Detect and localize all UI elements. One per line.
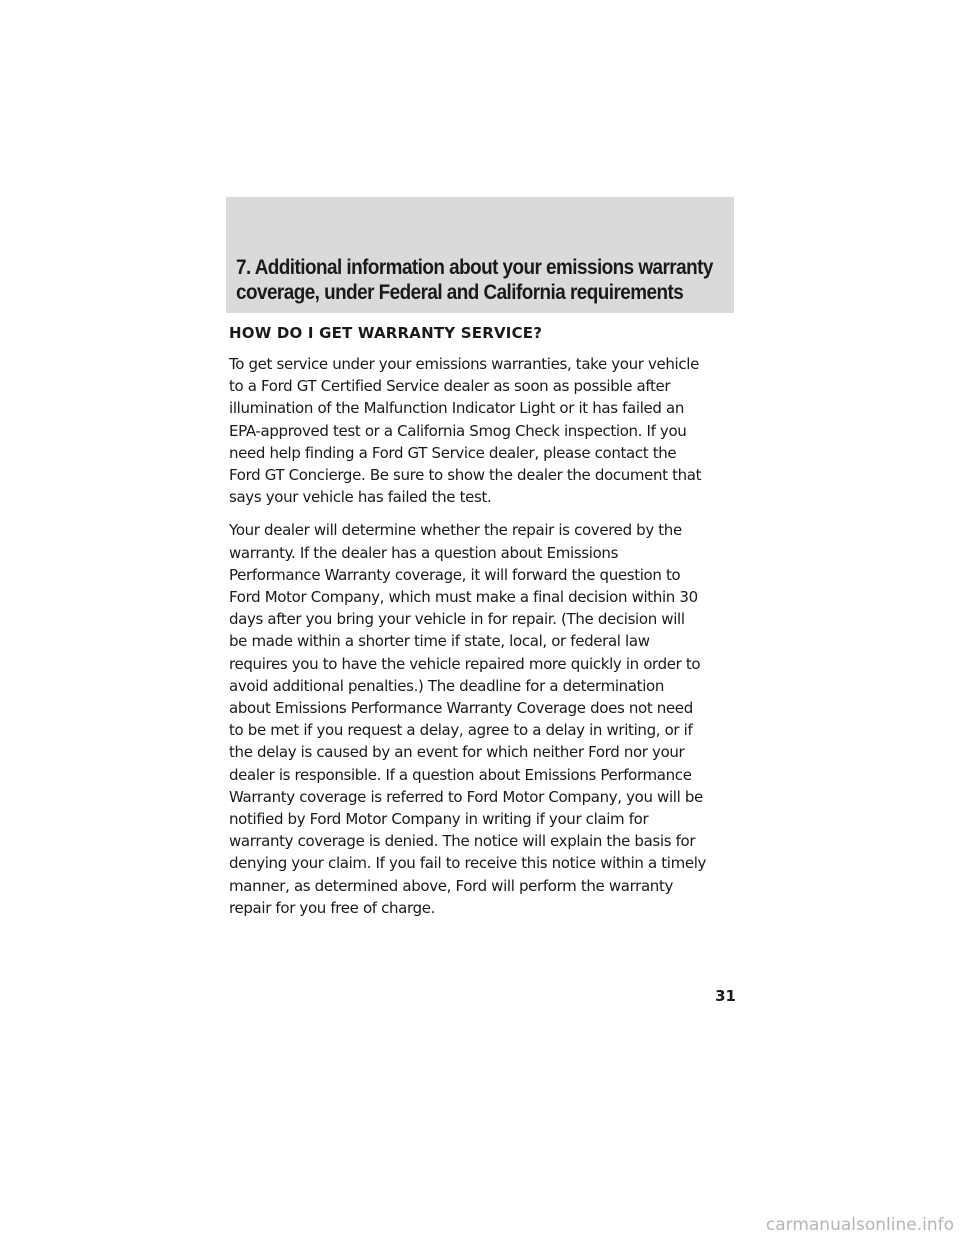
section-title-line-1: 7. Additional information about your emissions warranty	[236, 256, 713, 279]
paragraph-2-line: requires you to have the vehicle repaired more quickly in order to	[229, 654, 701, 673]
section-content	[229, 322, 737, 930]
paragraph-2-line: warranty coverage is denied. The notice will explain the basis for	[229, 832, 696, 851]
page-number: 31	[715, 987, 736, 1005]
section-title-line-2: coverage, under Federal and California requirements	[236, 281, 684, 304]
watermark-text: carmanualsonline.info	[765, 1215, 954, 1235]
paragraph-1-line: need help finding a Ford GT Service dealer, please contact the	[229, 443, 677, 462]
paragraph-2-line: Performance Warranty coverage, it will forward the question to	[229, 565, 681, 584]
paragraph-2-line: to be met if you request a delay, agree to a delay in writing, or if	[229, 721, 693, 740]
paragraph-1-line: To get service under your emissions warranties, take your vehicle	[229, 355, 699, 373]
paragraph-2-line: Warranty coverage is referred to Ford Motor Company, you will be	[229, 787, 703, 806]
paragraph-2-line: denying your claim. If you fail to receive this notice within a timely	[229, 854, 707, 873]
paragraph-1-line: illumination of the Malfunction Indicator Light or it has failed an	[229, 399, 684, 418]
paragraph-2-line: warranty. If the dealer has a question about Emissions	[229, 543, 619, 562]
paragraph-2-line: dealer is responsible. If a question about Emissions Performance	[229, 765, 692, 784]
paragraph-1	[229, 353, 737, 508]
paragraph-2-line: about Emissions Performance Warranty Coverage does not need	[229, 699, 693, 718]
section-title	[236, 255, 713, 305]
paragraph-2-line: be made within a shorter time if state, local, or federal law	[229, 632, 650, 651]
paragraph-2-line: Ford Motor Company, which must make a final decision within 30	[229, 588, 698, 607]
subheading: HOW DO I GET WARRANTY SERVICE?	[229, 324, 543, 342]
paragraph-1-line: EPA-approved test or a California Smog Check inspection. If you	[229, 421, 687, 440]
paragraph-2-line: avoid additional penalties.) The deadline for a determination	[229, 676, 665, 695]
paragraph-2	[229, 519, 737, 919]
paragraph-1-line: says your vehicle has failed the test.	[229, 488, 492, 507]
paragraph-2-line: notified by Ford Motor Company in writing if your claim for	[229, 810, 649, 829]
paragraph-1-line: to a Ford GT Certified Service dealer as soon as possible after	[229, 377, 671, 396]
paragraph-1-line: Ford GT Concierge. Be sure to show the dealer the document that	[229, 466, 702, 485]
paragraph-2-line: days after you bring your vehicle in for repair. (The decision will	[229, 610, 685, 629]
section-header-band	[226, 197, 734, 313]
paragraph-2-line: manner, as determined above, Ford will perform the warranty	[229, 876, 674, 895]
paragraph-2-line: Your dealer will determine whether the repair is covered by the	[229, 521, 682, 540]
paragraph-2-line: repair for you free of charge.	[229, 898, 436, 917]
paragraph-2-line: the delay is caused by an event for which neither Ford nor your	[229, 743, 685, 762]
